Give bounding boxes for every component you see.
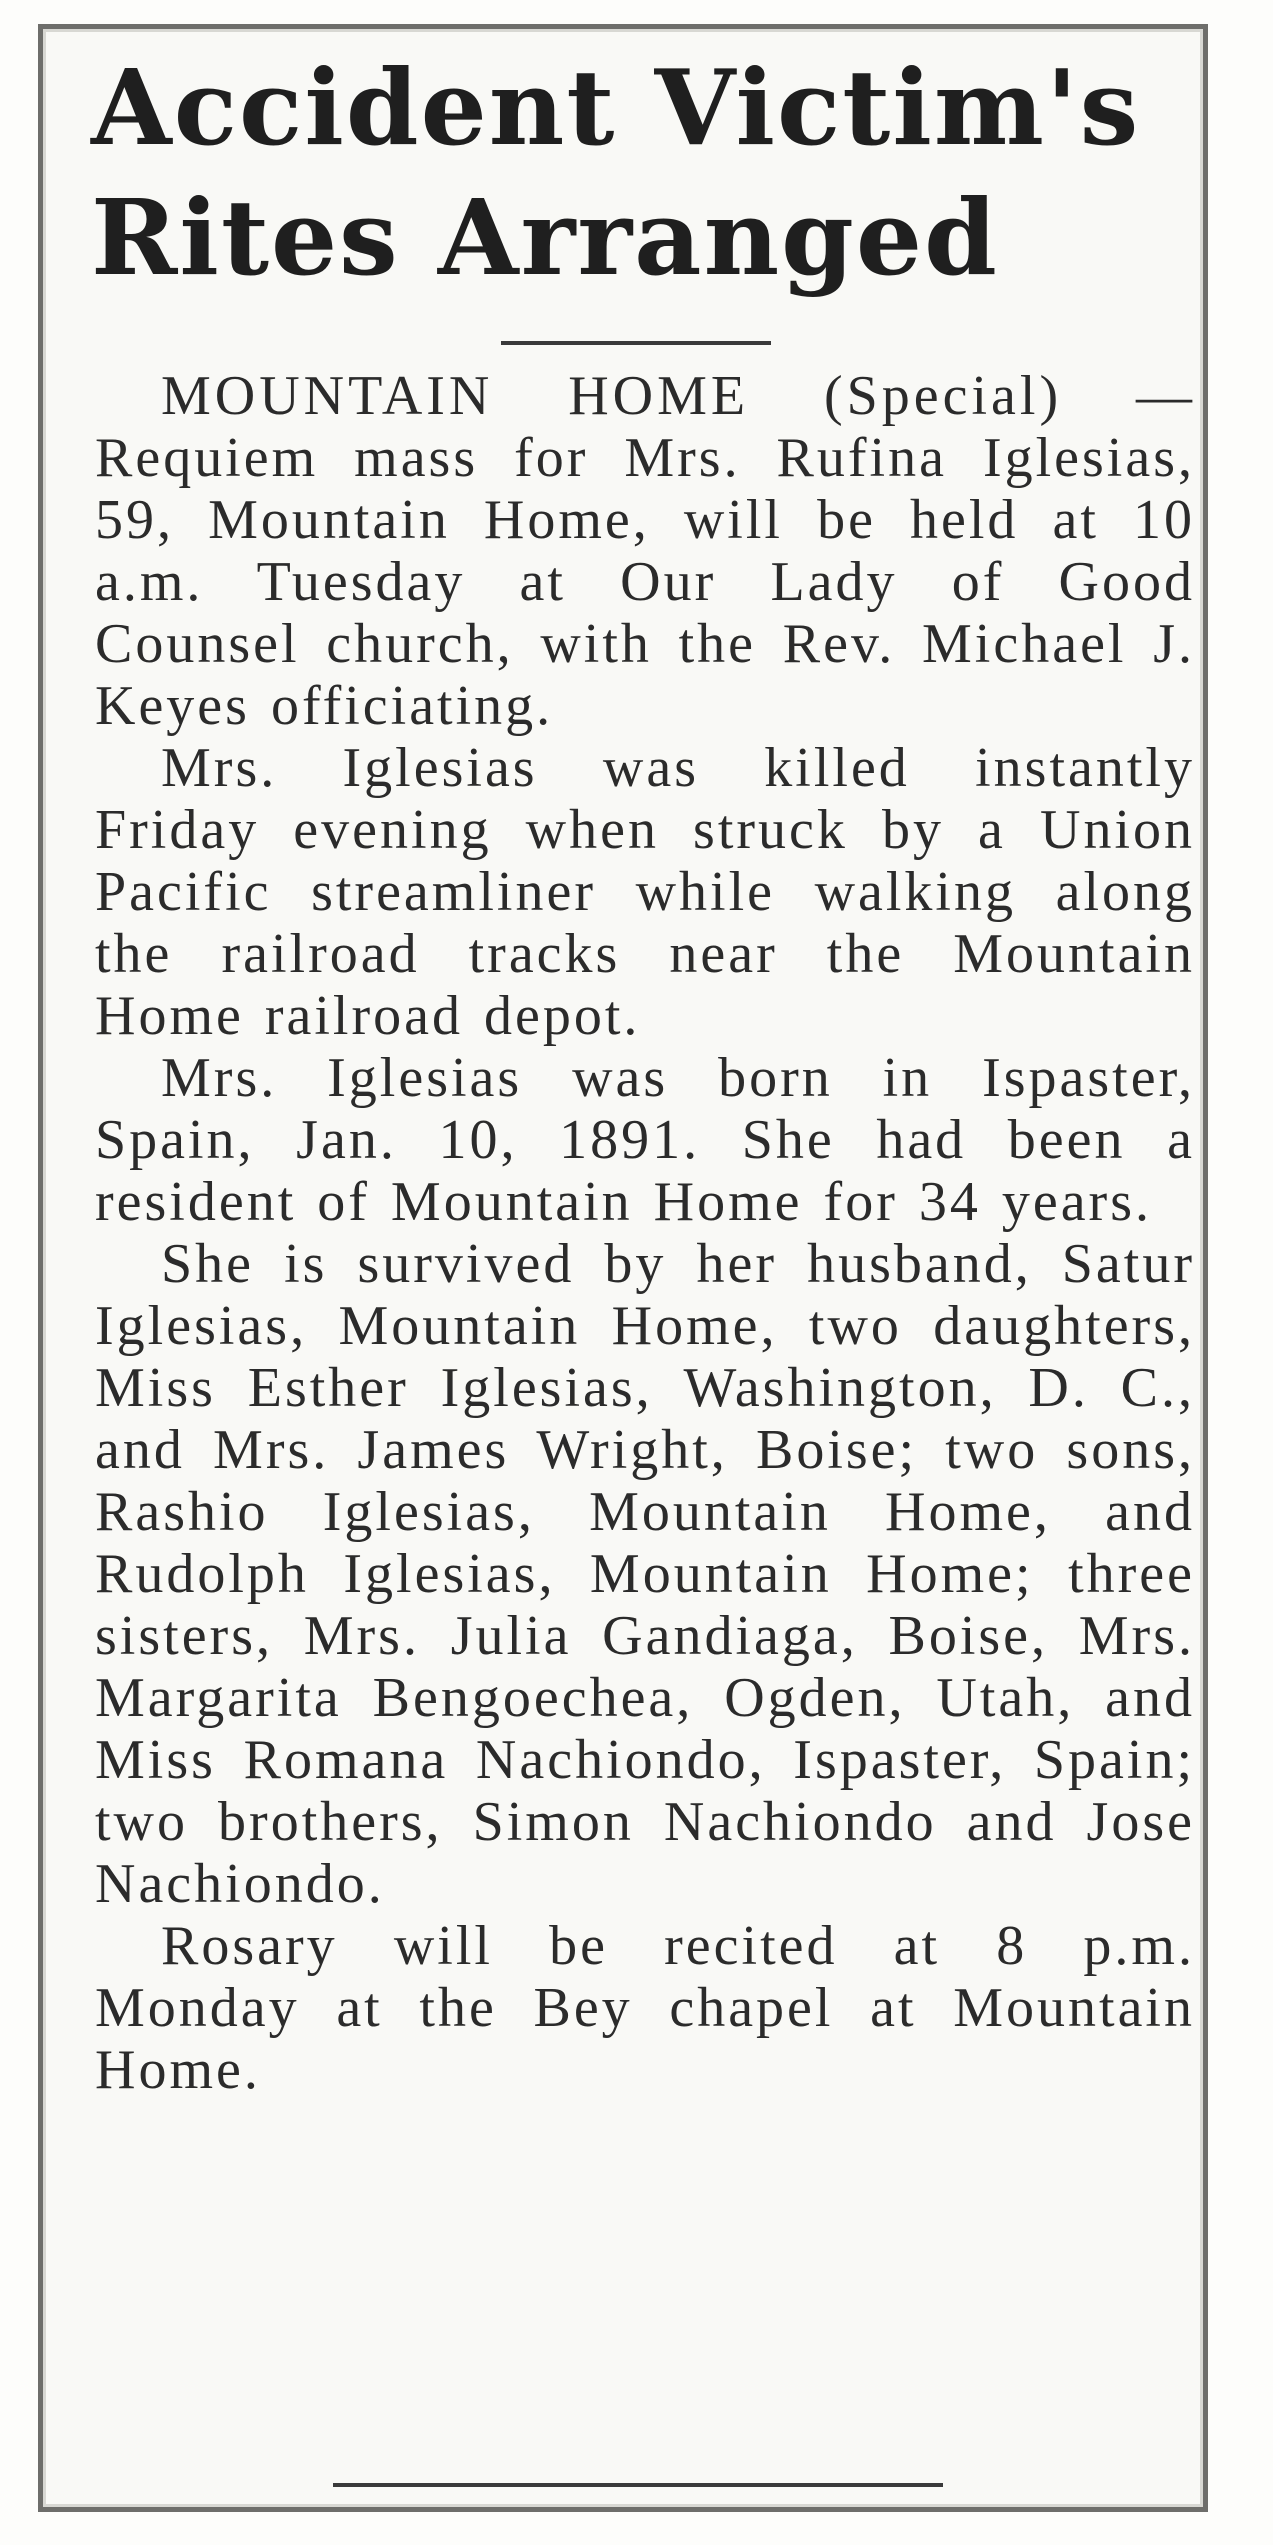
headline-line-2: Rites Arranged [91,176,999,299]
article-paragraph-2: Mrs. Iglesias was killed instantly Friday evening when struck by a Union Pacific streamliner while walking along the railroad tracks near the Mountain Home railroad depot. [95,737,1195,1047]
newspaper-clipping [38,24,1208,2512]
article-paragraph-5: Rosary will be recited at 8 p.m. Monday at the Bey chapel at Mountain Home. [95,1915,1195,2101]
article-paragraph-1 [95,365,1195,737]
headline-divider [501,341,771,345]
article-body [95,365,1195,2101]
headline-line-1: Accident Victim's [91,46,1141,169]
article-paragraph-4: She is survived by her husband, Satur Iglesias, Mountain Home, two daughters, Miss Esther Iglesias, Washington, D. C., and Mrs. James Wright, Boise; two sons, Rashio Iglesias, Mountain Home, and Rudolph Iglesias, Mountain Home; three sisters, Mrs. Julia Gandiaga, Boise, Mrs. Margarita Bengoechea, Ogden, Utah, and Miss Romana Nachiondo, Ispaster, Spain; two brothers, Simon Nachiondo and Jose Nachiondo. [95,1233,1195,1915]
dateline: MOUNTAIN HOME (Special) [161,365,1063,427]
end-divider [333,2483,943,2487]
headline [91,43,1181,303]
paragraph-1-text: —Requiem mass for Mrs. Rufina Iglesias, 59, Mountain Home, will be held at 10 a.m. Tuesday at Our Lady of Good Counsel church, with the Rev. Michael J. Keyes officiating. [95,365,1195,737]
article-paragraph-3: Mrs. Iglesias was born in Ispaster, Spain, Jan. 10, 1891. She had been a resident of Mountain Home for 34 years. [95,1047,1195,1233]
